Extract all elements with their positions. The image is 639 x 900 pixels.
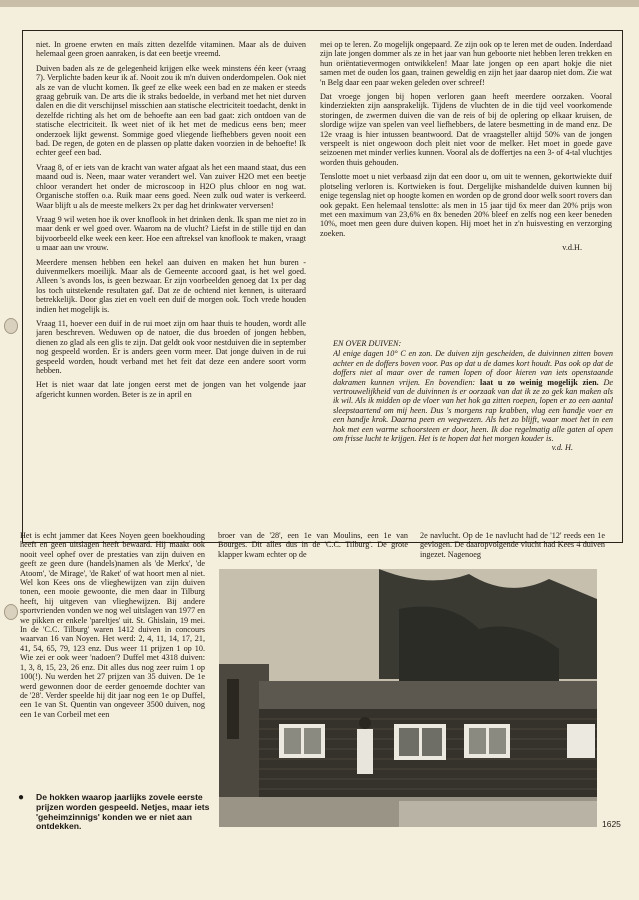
page-number: 1625	[602, 819, 621, 829]
bullet-icon: ●	[18, 792, 25, 803]
binder-hole	[4, 604, 18, 620]
sidebar-text	[333, 349, 613, 443]
paragraph: Vraag 8, of er iets van de kracht van water afgaat als het een maand staat, dus een maand oud is. Neen, maar water verandert wel. Van zuiver H2O met een beetje chloor verandert het onder de microscoop in H2O plus chloor en nog wat. Organische stoffen o.a. Ruik maar eens goed. Neen zulk oud water is verkeerd. Waar blijft u als de meeste melkers 2x per dag het drinkwater verversen!	[36, 162, 306, 210]
sidebar-heading: EN OVER DUIVEN:	[333, 339, 402, 348]
sidebar-over-duiven	[333, 339, 613, 535]
paragraph: Vraag 9 wil weten hoe ik over knoflook in het drinken denk. Ik span me niet zo in maar denk er wel goed over. Waarom na de vlucht? Liefst in de stille tijd en dan bijvoorbeeld elke week een keer. Hoe een aftreksel van knoflook te maken, vraagt u maar aan uw vrouw.	[36, 214, 306, 253]
sidebar-text-part: Al enige dagen 10° C en zon. De duiven zijn gescheiden, de duivinnen zitten boven achter en de doffers boven voor. Pas op dat u de dames kort houdt. Pas ook op dat de doffers niet al maar over de ramen lopen of door kieren van iets openstaande dakramen kunnen vrijen. En bovendien:	[333, 349, 613, 387]
paragraph: 2e navlucht. Op de 1e navlucht had de '12' reeds een 1e gevlogen. De daaropvolgende vlucht had Kees 4 duiven ingezet. Nagenoeg	[420, 531, 605, 559]
paragraph: Het is niet waar dat late jongen eerst met de jongen van het volgende jaar afgericht kunnen worden. Beter is ze in april en	[36, 380, 306, 399]
paragraph: mei op te leren. Zo mogelijk ongepaard. Ze zijn ook op te leren met de ouden. Inderdaad zijn late jongen dommer als ze in het jaar van hun geboorte niet hebben leren trekken en hun oriëntatievermogen ontwikkelen! Maar late jongen op een apart hokje die niet samen met de ouden los gaan, trainen geweldig en zijn het jaar daarop niet dom. Zie wat 'n Belg daar een paar weken geleden over schreef!	[320, 40, 612, 87]
caption-text: De hokken waarop jaarlijks zovele eerste prijzen worden gespeeld. Netjes, maar iets 'geheimzinnigs' konden we er niet aan ontdekken.	[36, 792, 210, 832]
paragraph: Duiven baden als ze de gelegenheid krijgen elke week minstens één keer (vraag 7). Verplichte baden keur ik af. Nooit zou ik m'n duiven onderdompelen. Ook niet als ze van de vlucht komen. Ik geef ze elke week een bad en ze maken er steeds graag gebruik van. De arts die ik straks bedoelde, in verband met het niet durven dalen en die dit verschijnsel misschien aan statische electriciteit toedacht, denkt in dezelfde richting als het om de behoefte aan een bad gaat: zich ontdoen van de statische electriciteit. Ik weet niet of ik het met de medicus eens ben; meer onderzoek lijkt gewenst. Sommige goed vliegende liefhebbers geven nooit een bad. De regen, de goten en de plassen op platte daken voorzien in de behoefte! Ik echter geef een bad.	[36, 63, 306, 158]
paragraph: broer van de '28', een 1e van Moulins, een 1e van Bourges. Dit alles dus in de 'C.C. Tilburg'. De grote klapper kwam echter op de	[218, 531, 408, 559]
paragraph: niet. In groene erwten en maïs zitten dezelfde vitaminen. Maar als de duiven helemaal geen groen aanraken, is dat een beetje vreemd.	[36, 40, 306, 59]
paragraph: Dat vroege jongen bij hopen verloren gaan heeft meerdere oorzaken. Vooral kinderziekten zijn aansprakelijk. Tijdens de vluchten de in die tijd veel voorkomende storingen, de zwermen duiven die van de reis of bij de oplering op elkaar kruisen, de slordige wijze van spelen van veel liefhebbers, de latere besmetting in de mand enz. De 12e vraag is hier intussen beantwoord. Dat de vraagsteller altijd 50% van de jongen verspeelt is niet ongewoon doch pleit niet voor de melker. Het moet in goede gave seizoenen met minder verlies kunnen. Vooral als de doffertjes na een 3- of 4-tal vluchtjes worden thuis gehouden.	[320, 92, 612, 167]
bottom-column-left	[20, 531, 205, 793]
paragraph: Het is echt jammer dat Kees Noyen geen boekhouding heeft en geen uitslagen heeft bewaard. Hij maakt ook nooit veel ophef over de prestaties van zijn duiven en geeft ze geen dure (handels)namen als 'de Merkx', 'de Atoom', 'de Mirage', 'de Raket' of wat hoort men al niet. Wel kon Kees ons de vlieghewijzen van zijn duiven tonen, een mooie gewoonte, die men daar in Tilburg heeft, hij uitgeven van vlieghewijzen. Bij andere sportvrienden vonden we nog wel uitslagen van 1977 en we pikken er enkele 'pareltjes' uit. St. Ghislain, 19 mei. In de 'C.C. Tilburg' waren 1412 duiven in concours waarvan 16 van Noyen. Het werd: 2, 4, 11, 14, 17, 21, 41, 54, 65, 79, 123 enz. Dus weer 11 prijzen 1 op 10. Wie zei er ook weer 'nadoen'? Duffel met 4318 duiven: 1, 3, 8, 15, 23, 26 enz. Dit alles dus nog zeer ruim 1 op 100(!). Nu werden het 27 prijzen van 35 duiven. De 1e werd gewonnen door de eerder genoemde dochter van de '28'. Verder speelde hij dit jaar nog een 1e op Duffel, een 1e van St. Quentin van ongeveer 3500 duiven, nog een 1e van Corbeil met een	[20, 531, 205, 719]
binder-hole	[4, 318, 18, 334]
sidebar-text-part: De vertrouwelijkheid van de duivinnen is er oorzaak van dat ik ze zo gek kan maken als ik wil. Als ik midden op de vloer van het hok ga zitten roepen, lopen er zo een aantal sleepstaartend om mij heen. Dus 's morgens rap krabben, vlug een handje voer en een handje krok. Daarna peen en wegwezen. Als het zo blijft, waar moet het in een hok met een warme schoorsteen er door, heen. Ik doe regelmatig alle gaten al open om frisse lucht te krijgen. Het is te hopen dat het morgen kouder is.	[333, 377, 613, 444]
sidebar-signature: v.d. H.	[551, 443, 573, 453]
paragraph: Vraag 11, hoever een duif in de rui moet zijn om haar thuis te houden, wordt alle jaren beschreven. Weduwen op de natoer, die dus broeden of jongen hebben, dienen zo glad als een glis te zijn. Dat geldt ook voor nestduiven die in september nog gespeeld worden. Er is anders geen vorm meer. Dat jonge duiven in de rui gespeeld worden, houdt verband met het feit dat deze een andere soort vorm hebben.	[36, 318, 306, 375]
photo-caption	[20, 793, 210, 832]
paragraph: Meerdere mensen hebben een hekel aan duiven en maken het hun buren - duivenmelkers moeilijk. Maar als de Gemeente accoord gaat, is het wel goed. Alleen 's avonds los, is geen bezwaar. Er zijn voorbeelden genoeg dat 1x per dag los toch uitstekende resultaten gaf. Dat ze de ochtend niet kennen, is uiteraard betrekkelijk. Door glas ziet en voelt een duif de morgen ook. Toch vrede houden indien het mogelijk is.	[36, 257, 306, 314]
top-edge	[0, 0, 639, 7]
sidebar-bold: laat u zo weinig mogelijk zien.	[479, 377, 599, 387]
loft-photo-image	[219, 569, 597, 827]
bottom-column-right	[420, 531, 605, 567]
column-right	[320, 40, 612, 340]
author-signature: v.d.H.	[562, 243, 582, 253]
paragraph: Tenslotte moet u niet verbaasd zijn dat een door u, om uit te wennen, gekortwiekte duif plotseling verloren is. Kortwieken is fout. Dergelijke mishandelde duiven kunnen bij enige tegenslag niet op hoogte komen en worden op de grond door welk soort rovers dan ook gepakt. Een helemaal tenslotte: als men in 15 jaar tijd 6x meer dan 20% prijs won met een maximum van 23,6% en 8x beneden 20% bleef en zelfs nog een keer beneden 10%, moet men geen dure duiven kopen. Hij moet het in z'n huisvesting en verzorging zoeken.	[320, 172, 612, 238]
bottom-column-middle	[218, 531, 408, 567]
loft-photo	[219, 569, 597, 827]
column-left	[36, 40, 306, 540]
